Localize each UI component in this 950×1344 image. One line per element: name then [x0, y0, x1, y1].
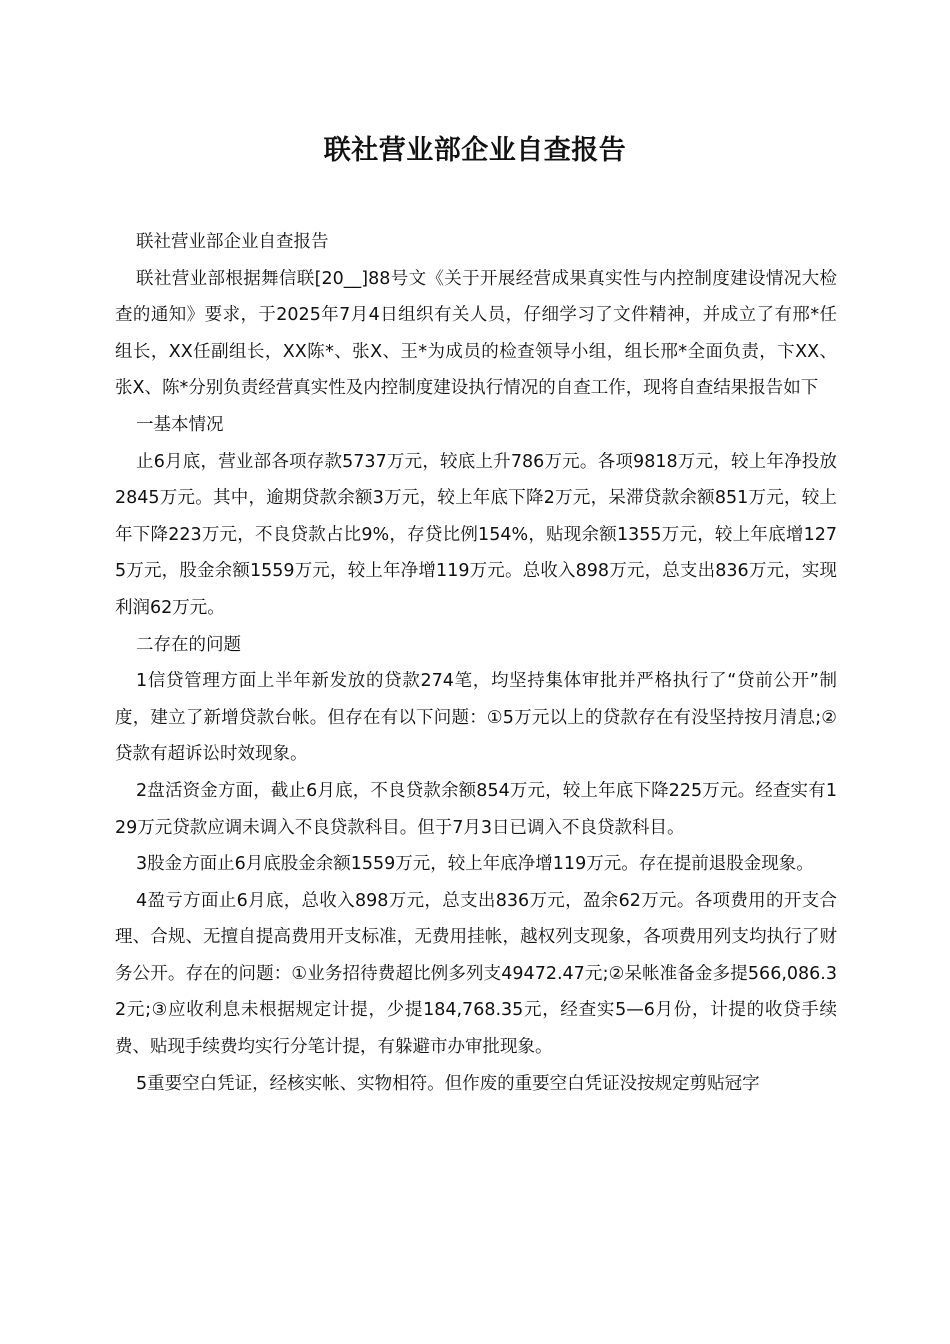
section-heading-problems: 二存在的问题 [136, 634, 241, 655]
paragraph-blank-vouchers: 5重要空白凭证，经核实帐、实物相符。但作废的重要空白凭证没按规定剪贴冠字 [136, 1073, 760, 1094]
paragraph-subtitle: 联社营业部企业自查报告 [136, 232, 329, 252]
section-heading-basic-situation: 一基本情况 [136, 414, 224, 435]
paragraph-share-capital: 3股金方面止6月底股金余额1559万元，较上年底净增119万元。存在提前退股金现象。 [136, 854, 814, 875]
document-body [115, 224, 837, 1102]
document-title: 联社营业部企业自查报告 [323, 135, 627, 166]
paragraph-profit-loss: 4盈亏方面止6月底，总收入898万元，总支出836万元，盈余62万元。各项费用的开支合理、合规、无擅自提高费用开支标准，无费用挂帐，越权列支现象，各项费用列支均执行了财务公开。存在的问题：①业务招待费超比例多列支49472.47元;②呆帐准备金多提566,086.32元;③应收利息未根据规定计提，少提184,768.35元，经查实5—6月份，计提的收贷手续费、贴现手续费均实行分笔计提，有躲避市办审批现象。 [115, 890, 837, 1058]
paragraph-introduction: 联社营业部根据舞信联[20__]88号文《关于开展经营成果真实性与内控制度建设情况大检查的通知》要求，于2025年7月4日组织有关人员，仔细学习了文件精神，并成立了有邢*任组长，XX任副组长，XX陈*、张X、王*为成员的检查领导小组，组长邢*全面负责，卞XX、张X、陈*分别负责经营真实性及内控制度建设执行情况的自查工作，现将自查结果报告如下 [115, 268, 837, 399]
paragraph-fund-revitalization: 2盘活资金方面，截止6月底，不良贷款余额854万元，较上年底下降225万元。经查实有129万元贷款应调未调入不良贷款科目。但于7月3日已调入不良贷款科目。 [115, 780, 837, 838]
paragraph-credit-management: 1信贷管理方面上半年新发放的贷款274笔，均坚持集体审批并严格执行了“贷前公开”制度，建立了新增贷款台帐。但存在有以下问题：①5万元以上的贷款存在有没坚持按月清息;②贷款有超诉讼时效现象。 [115, 671, 837, 765]
paragraph-basic-situation: 止6月底，营业部各项存款5737万元，较底上升786万元。各项9818万元，较上年净投放2845万元。其中，逾期贷款余额3万元，较上年底下降2万元，呆滞贷款余额851万元，较上年下降223万元，不良贷款占比9%，存贷比例154%，贴现余额1355万元，较上年底增1275万元，股金余额1559万元，较上年净增119万元。总收入898万元，总支出836万元，实现利润62万元。 [115, 451, 837, 618]
